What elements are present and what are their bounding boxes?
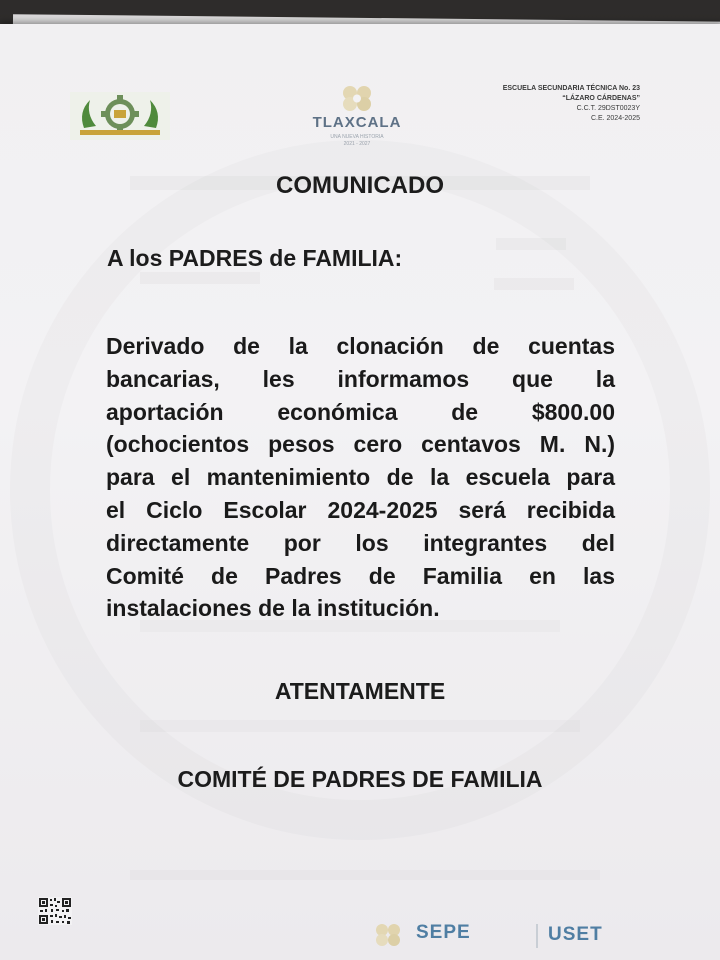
body-line: Derivado de la clonación de cuentas bbox=[106, 333, 615, 359]
greeting: A los PADRES de FAMILIA: bbox=[107, 245, 403, 271]
body-line: el Ciclo Escolar 2024-2025 será recibida bbox=[106, 496, 615, 523]
body-line: instalaciones de la institución. bbox=[106, 595, 440, 622]
signature: COMITÉ DE PADRES DE FAMILIA bbox=[177, 766, 543, 792]
tlaxcala-emblem-icon bbox=[338, 84, 376, 112]
tlaxcala-years: 2021 - 2027 bbox=[343, 141, 371, 147]
body-line: para el mantenimiento de la escuela para bbox=[106, 464, 615, 491]
body-line: Comité de Padres de Familia en las bbox=[106, 562, 615, 589]
uset-logo-text: USET bbox=[548, 924, 603, 945]
body-paragraph bbox=[106, 330, 615, 625]
sepe-logo-text: SEPE bbox=[416, 922, 471, 943]
closing: ATENTAMENTE bbox=[274, 678, 446, 704]
school-namesake: “LÁZARO CÁRDENAS” bbox=[562, 95, 640, 102]
bleed-through-text bbox=[140, 720, 580, 732]
bleed-through-text bbox=[496, 238, 566, 250]
document-title: COMUNICADO bbox=[276, 172, 444, 199]
qr-code-icon bbox=[38, 897, 72, 925]
tlaxcala-logo bbox=[292, 84, 422, 150]
body-line: aportación económica de $800.00 bbox=[106, 398, 615, 425]
body-line: bancarias, les informamos que la bbox=[106, 365, 615, 392]
bleed-through-text bbox=[130, 870, 600, 880]
bleed-through-text bbox=[140, 272, 260, 284]
school-info-block bbox=[503, 84, 640, 124]
bleed-through-text bbox=[494, 278, 574, 290]
school-cct: C.C.T. 29DST0023Y bbox=[576, 105, 640, 112]
body-line: (ochocientos pesos cero centavos M. N.) bbox=[106, 431, 615, 458]
school-ce: C.E. 2024-2025 bbox=[590, 115, 640, 122]
tlaxcala-tagline: UNA NUEVA HISTORIA bbox=[330, 134, 384, 140]
footer-divider bbox=[536, 924, 538, 948]
body-line: directamente por los integrantes del bbox=[106, 529, 615, 556]
sepe-emblem-icon bbox=[372, 922, 406, 948]
school-name: ESCUELA SECUNDARIA TÉCNICA No. 23 bbox=[502, 85, 640, 92]
school-emblem-icon bbox=[70, 92, 170, 140]
tlaxcala-wordmark: TLAXCALA bbox=[312, 114, 402, 131]
